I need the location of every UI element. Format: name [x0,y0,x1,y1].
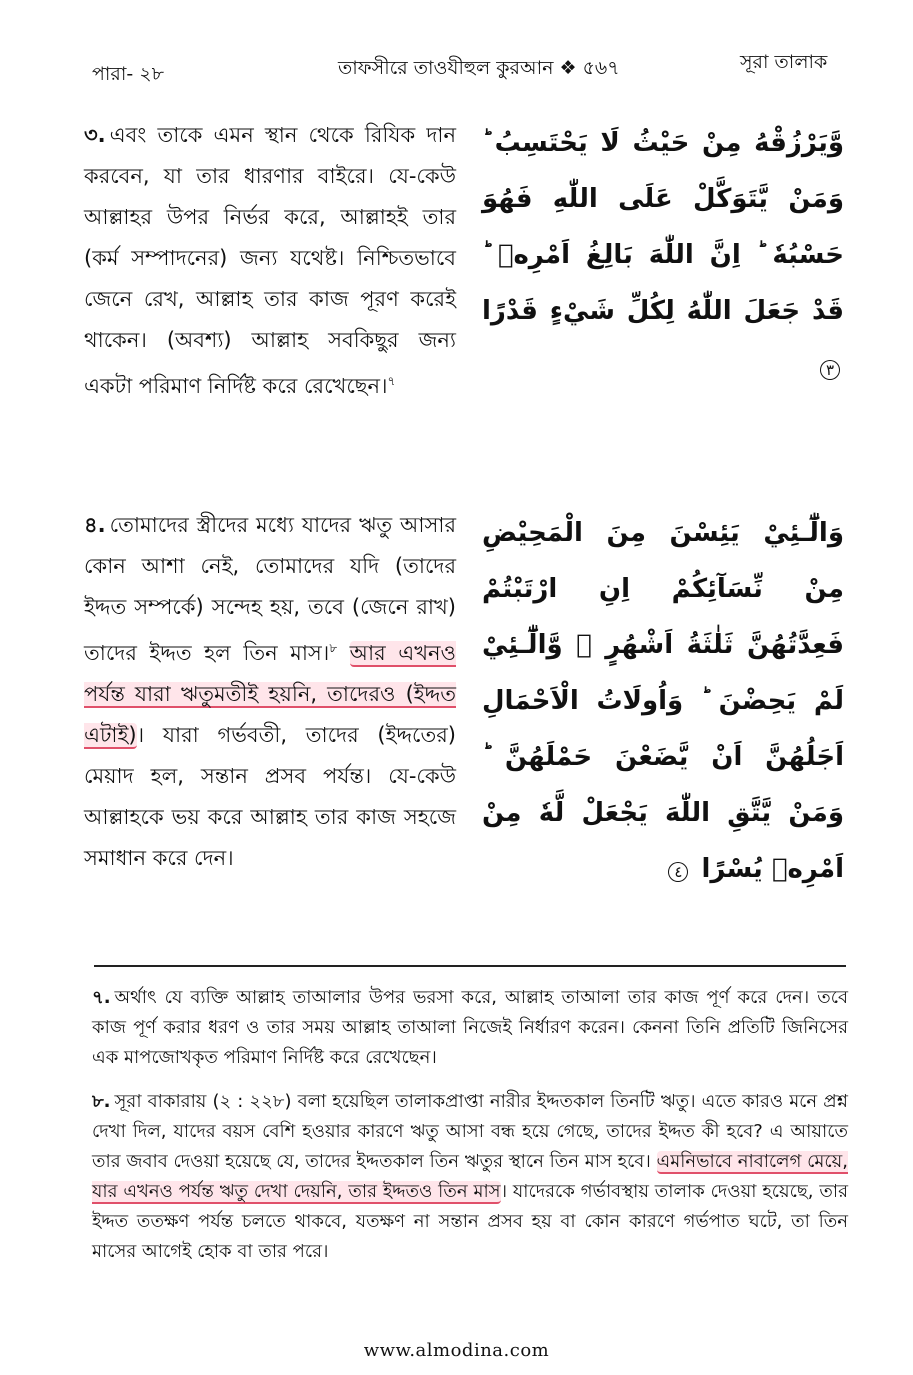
verse-4 [0,505,913,945]
footnote-7 [92,983,848,1073]
translation-text: তোমাদের স্ত্রীদের মধ্যে যাদের ঋতু আসার কোন আশা নেই, তোমাদের যদি (তাদের ইদ্দত সম্পর্কে) সন্দেহ হয়, তবে (জেনে রাখ) তাদের ইদ্দত হল তিন মাস। [84,513,456,665]
ayah-number-marker: ٤ [668,862,688,882]
footnote-text: অর্থাৎ যে ব্যক্তি আল্লাহ তাআলার উপর ভরসা করে, আল্লাহ তাআলা তার কাজ পূর্ণ করে দেন। তবে কাজ পূর্ণ করার ধরণ ও তার সময় আল্লাহ তাআলা নিজেই নির্ধারণ করেন। কেননা তিনি প্রতিটি জিনিসের এক মাপজোখকৃত পরিমাণ নির্দিষ্ট করে রেখেছেন। [92,987,848,1068]
verse-number: ৪. [84,513,106,537]
verse-4-translation [84,505,456,879]
footnote-ref: ৭ [387,374,396,388]
ayah-number-marker: ٣ [820,360,840,380]
verse-4-arabic [482,505,844,900]
footnote-divider [94,965,846,967]
footnote-number: ৭. [92,987,111,1008]
highlighted-text: এমনিভাবে নাবালেগ মেয়ে, যার এখনও পর্যন্ত ঋতু দেখা দেয়নি, তার ইদ্দতও তিন মাস [92,1151,848,1202]
verse-number: ৩. [84,123,106,147]
highlighted-text: আর এখনও পর্যন্ত যারা ঋতুমতীই হয়নি, তাদেরও (ইদ্দত এটাই) [84,641,456,747]
footnote-text-cont: । যাদেরকে গর্ভাবস্থায় তালাক দেওয়া হয়েছে, তার ইদ্দত ততক্ষণ পর্যন্ত চলতে থাকবে, যতক্ষণ না সন্তান প্রসব হয় বা কোন কারণে গর্ভপাত ঘটে, তা তিন মাসের আগেই হোক বা তার পরে। [92,1181,848,1262]
footnote-8 [92,1087,848,1267]
verse-3-arabic [482,115,844,398]
translation-text-cont: । যারা গর্ভবতী, তাদের (ইদ্দতের) মেয়াদ হল, সন্তান প্রসব পর্যন্ত। যে-কেউ আল্লাহকে ভয় করে আল্লাহ তার কাজ সহজে সমাধান করে দেন। [84,723,456,870]
surah-name: সূরা তালাক [740,51,828,73]
arabic-text: وَالّٰٓـئِيْ يَئِسْنَ مِنَ الْمَحِيْضِ مِنْ نِّسَآئِكُمْ اِنِ ارْتَبْتُمْ فَعِدَّتُهُنَّ ثَلٰثَةُ اَشْهُرٍ ۙ وَّالّٰٓـئِيْ لَمْ يَحِضْنَ ؕ وَاُولَاتُ الْاَحْمَالِ اَجَلُهُنَّ اَنْ يَّضَعْنَ حَمْلَهُنَّ ؕ وَمَنْ يَّتَّقِ اللّٰهَ يَجْعَلْ لَّهٗ مِنْ اَمْرِهٖ يُسْرًا [482,518,844,884]
website-link[interactable]: www.almodina.com [363,1340,550,1361]
book-title: তাফসীরে তাওযীহুল কুরআন ❖ ৫৬৭ [338,57,620,79]
translation-text: এবং তাকে এমন স্থান থেকে রিযিক দান করবেন, যা তার ধারণার বাইরে। যে-কেউ আল্লাহর উপর নির্ভর করে, আল্লাহই তার (কর্ম সম্পাদনের) জন্য যথেষ্ট। নিশ্চিতভাবে জেনে রেখ, আল্লাহ তার কাজ পূরণ করেই থাকেন। (অবশ্য) আল্লাহ সবকিছুর জন্য একটা পরিমাণ নির্দিষ্ট করে রেখেছেন। [84,123,456,398]
verse-3 [0,115,913,485]
footnote-text: সূরা বাকারায় (২ : ২২৮) বলা হয়েছিল তালাকপ্রাপ্তা নারীর ইদ্দতকাল তিনটি ঋতু। এতে কারও মনে প্রশ্ন দেখা দিল, যাদের বয়স বেশি হওয়ার কারণে ঋতু আসা বন্ধ হয়ে গেছে, তাদের ইদ্দত কী হবে? এ আয়াতে তার জবাব দেওয়া হয়েছে যে, তাদের ইদ্দতকাল তিন ঋতুর স্থানে তিন মাস হবে। [92,1091,848,1172]
verse-3-translation [84,115,456,407]
para-label: পারা- ২৮ [92,63,164,85]
page-header [0,48,913,88]
footnote-number: ৮. [92,1091,111,1112]
arabic-text: وَّيَرْزُقْهُ مِنْ حَيْثُ لَا يَحْتَسِبُ ؕ وَمَنْ يَّتَوَكَّلْ عَلَى اللّٰهِ فَهُوَ حَسْبُهٗ ؕ اِنَّ اللّٰهَ بَالِغُ اَمْرِهٖ ؕ قَدْ جَعَلَ اللّٰهُ لِكُلِّ شَيْءٍ قَدْرًا [482,128,844,326]
footnote-ref: ৮ [329,641,338,655]
